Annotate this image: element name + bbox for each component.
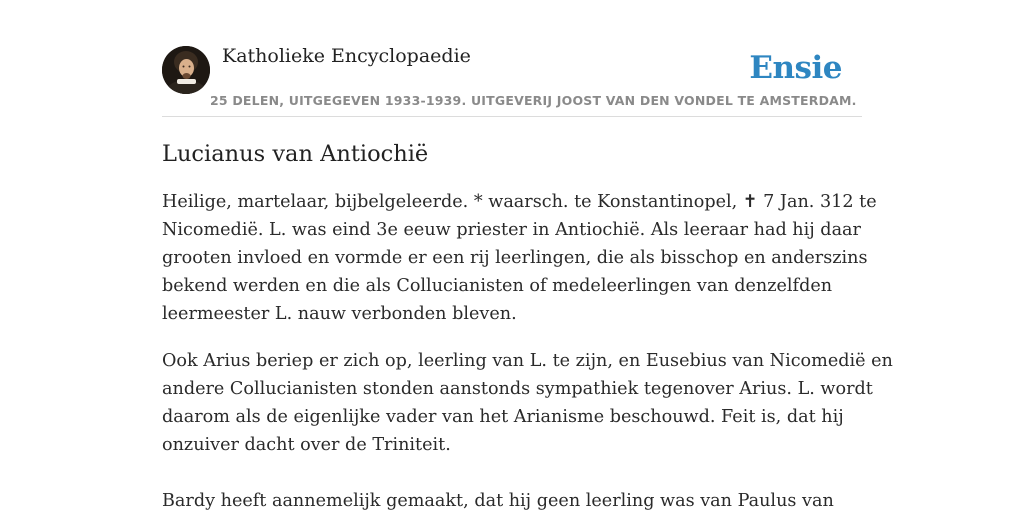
paragraph-line: bekend werden en die als Collucianisten of medeleerlingen van denzelfden bbox=[162, 276, 833, 296]
publication-title[interactable]: Katholieke Encyclopaedie bbox=[222, 45, 471, 67]
paragraph-line: grooten invloed en vormde er een rij leerlingen, die als bisschop en anderszins bbox=[162, 248, 868, 268]
article-paragraph bbox=[162, 487, 862, 512]
paragraph-line: Ook Arius beriep er zich op, leerling van L. te zijn, en Eusebius van Nicomedië en bbox=[162, 351, 893, 371]
publication-header bbox=[162, 40, 862, 117]
paragraph-line: onzuiver dacht over de Triniteit. bbox=[162, 435, 451, 455]
paragraph-spacer bbox=[162, 478, 862, 487]
article-paragraph bbox=[162, 347, 893, 459]
article-body bbox=[162, 136, 893, 512]
paragraph-line: daarom als de eigenlijke vader van het Arianisme beschouwd. Feit is, dat hij bbox=[162, 407, 844, 427]
author-avatar[interactable] bbox=[162, 46, 210, 94]
paragraph-line: leermeester L. nauw verbonden bleven. bbox=[162, 304, 517, 324]
portrait-image bbox=[162, 46, 210, 94]
paragraph-line: Heilige, martelaar, bijbelgeleerde. * waarsch. te Konstantinopel, ✝ 7 Jan. 312 te bbox=[162, 192, 877, 212]
article-paragraph bbox=[162, 188, 877, 328]
paragraph-line: Nicomedië. L. was eind 3e eeuw priester in Antiochië. Als leeraar had hij daar bbox=[162, 220, 861, 240]
paragraph-line: andere Collucianisten stonden aanstonds sympathiek tegenover Arius. L. wordt bbox=[162, 379, 873, 399]
article-title: Lucianus van Antiochië bbox=[162, 141, 429, 167]
publication-subtitle: 25 DELEN, UITGEGEVEN 1933-1939. UITGEVERIJ JOOST VAN DEN VONDEL TE AMSTERDAM. bbox=[210, 93, 857, 108]
ensie-logo-link[interactable]: Ensie bbox=[749, 50, 842, 86]
paragraph-line: Bardy heeft aannemelijk gemaakt, dat hij geen leerling was van Paulus van bbox=[162, 491, 834, 511]
